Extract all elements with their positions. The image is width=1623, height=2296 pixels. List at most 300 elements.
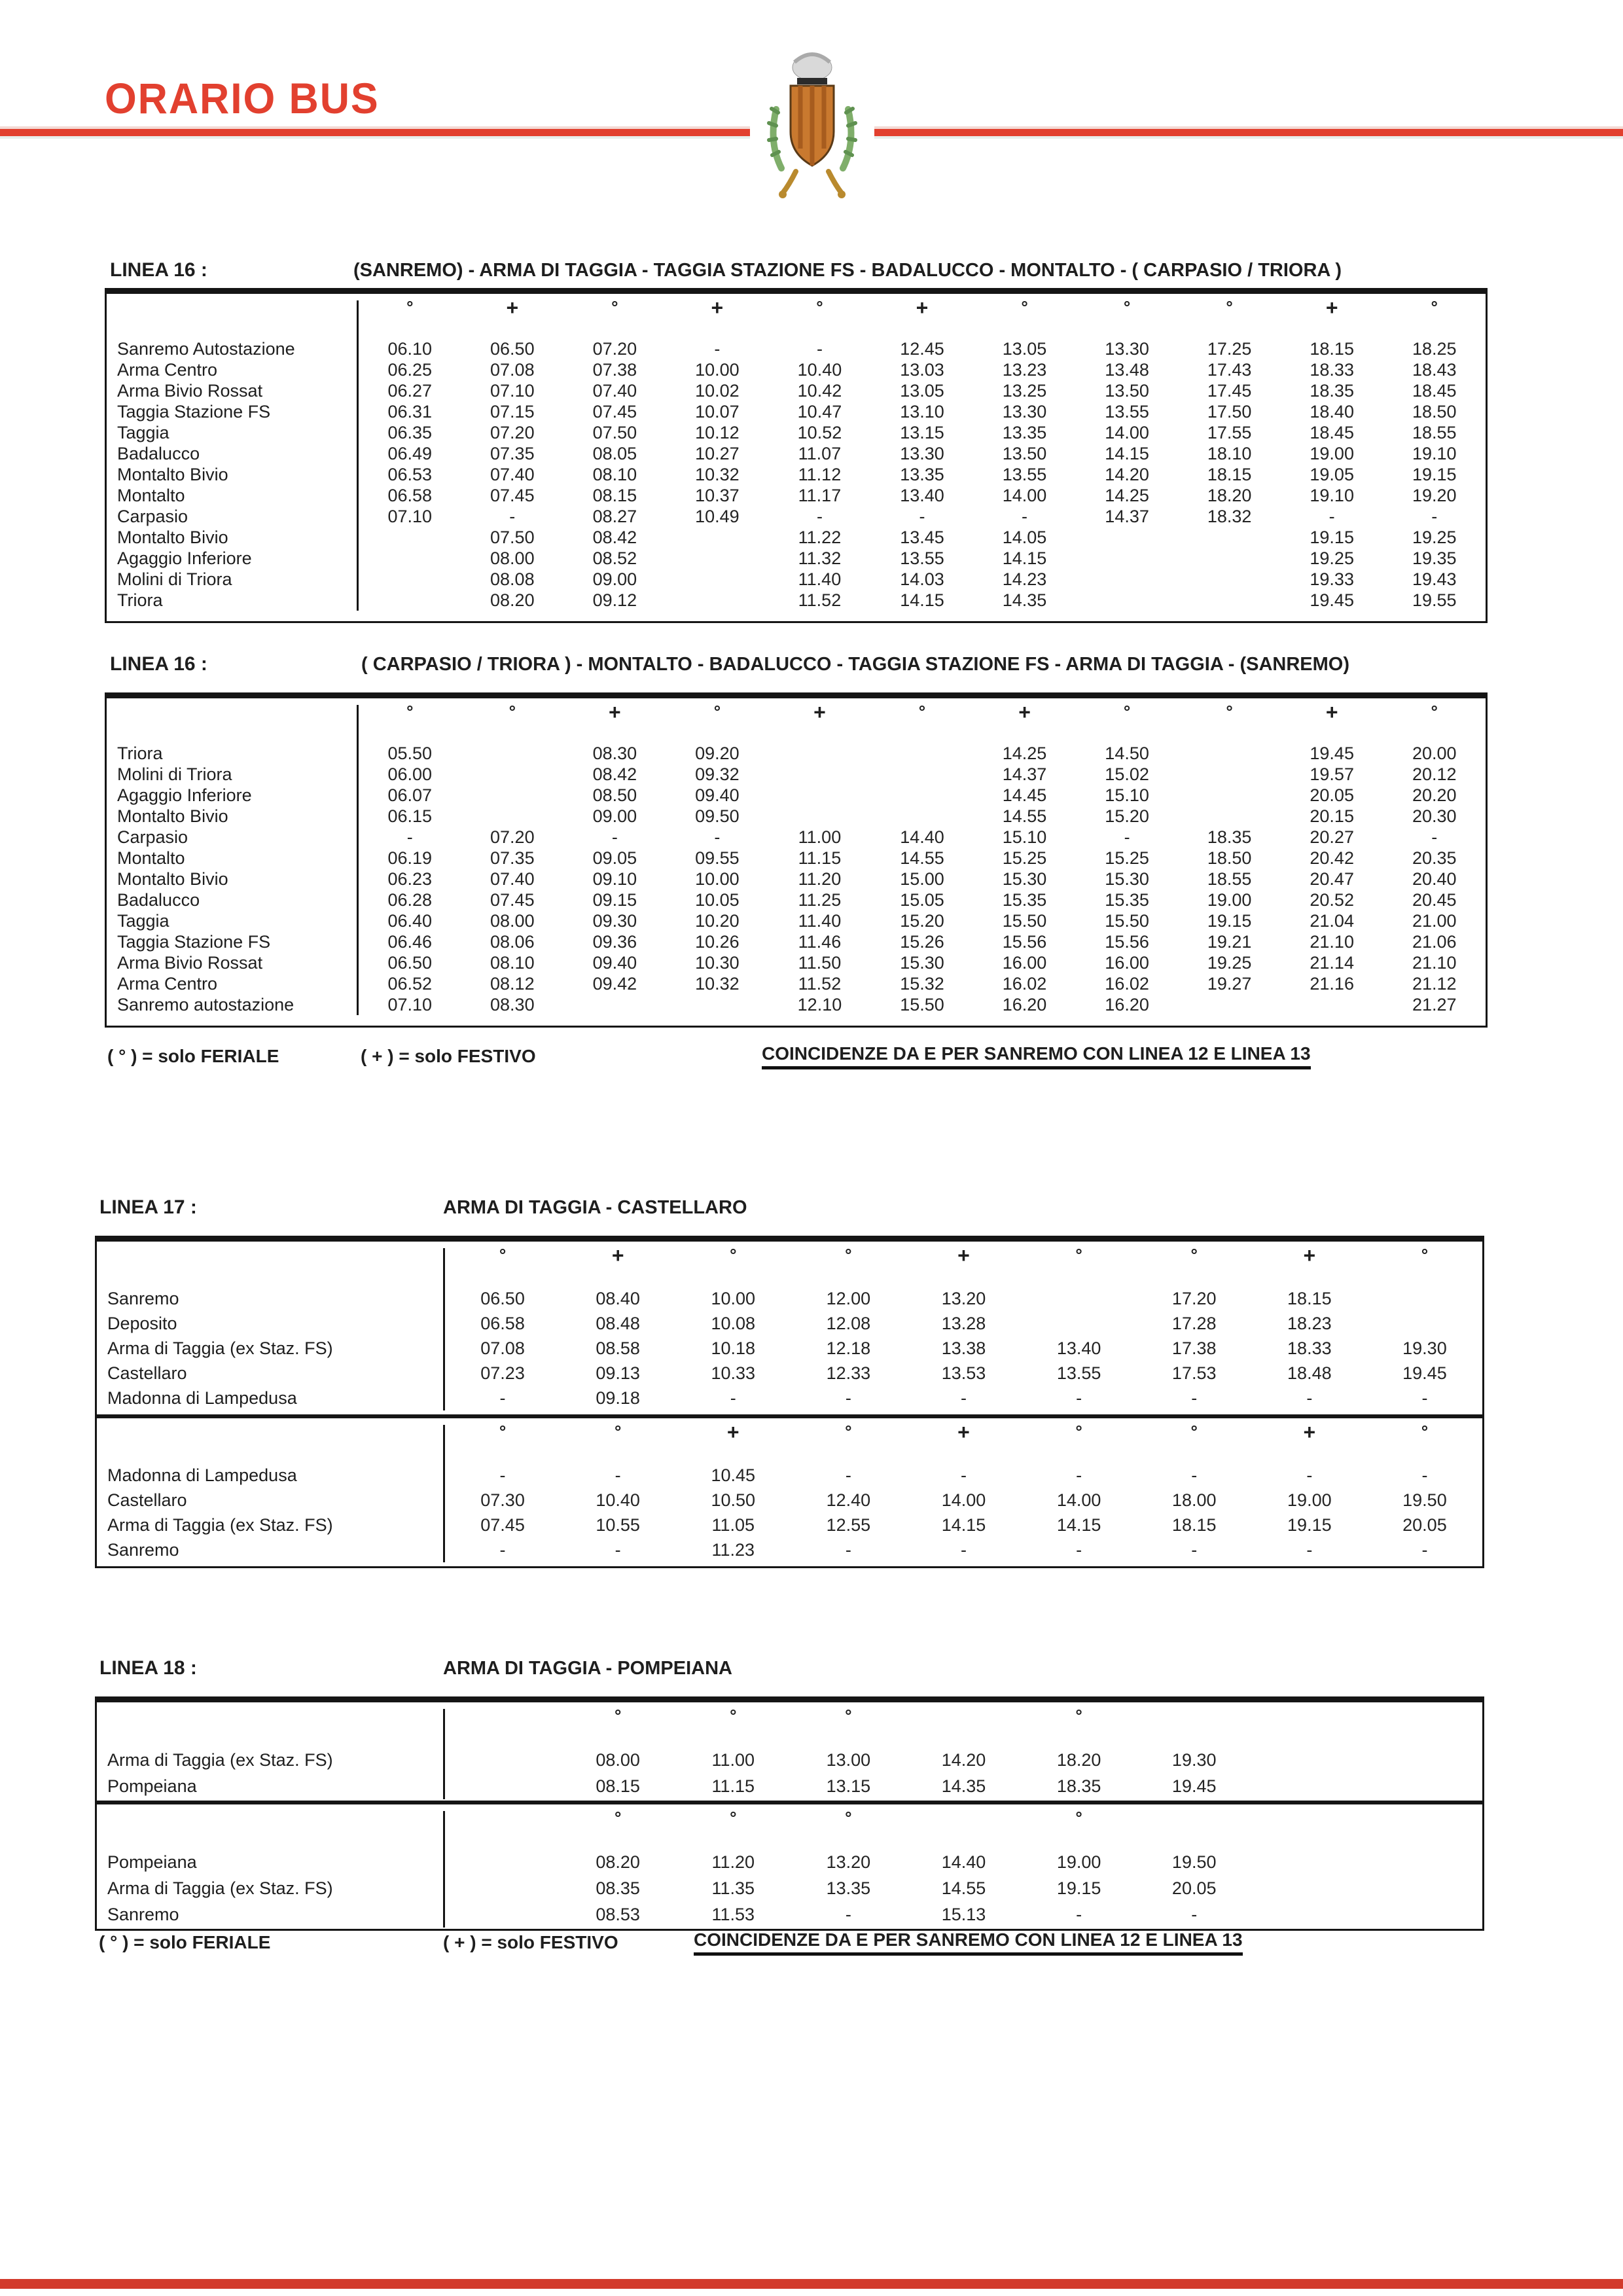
service-symbol: + <box>957 1244 970 1267</box>
time-cell: 21.10 <box>1310 931 1354 952</box>
time-cell: 08.20 <box>490 590 535 610</box>
time-cell: 11.05 <box>711 1515 755 1535</box>
time-cell: 07.30 <box>480 1490 525 1510</box>
time-cell: 08.58 <box>596 1338 640 1358</box>
time-cell: 15.30 <box>900 952 944 973</box>
timetable-row <box>107 743 1486 764</box>
time-cell: 08.30 <box>592 743 637 763</box>
service-symbol: ° <box>730 1808 737 1827</box>
symbol-header-row <box>107 294 1486 338</box>
time-cell: 13.23 <box>1002 359 1047 380</box>
linea18-timetable <box>95 1696 1484 1931</box>
stop-name: Pompeiana <box>97 1773 445 1799</box>
stop-name-header <box>97 1811 445 1849</box>
time-cell: 16.20 <box>1002 994 1047 1014</box>
time-cell: 07.35 <box>490 443 535 463</box>
time-cell: 06.58 <box>387 485 433 505</box>
time-cell: 18.33 <box>1287 1338 1332 1358</box>
service-symbol: + <box>1303 1420 1316 1444</box>
timetable-row <box>107 527 1486 548</box>
time-cell: 19.00 <box>1207 889 1252 910</box>
service-symbol: ° <box>614 1706 622 1725</box>
time-cell: 15.50 <box>900 994 944 1014</box>
town-crest-icon <box>750 47 874 204</box>
time-cell: 13.50 <box>1105 380 1149 401</box>
time-cell: 19.00 <box>1056 1852 1101 1872</box>
legend-festivo: ( + ) = solo FESTIVO <box>443 1932 618 1952</box>
time-cell: 11.20 <box>711 1852 755 1872</box>
time-cell: 19.55 <box>1412 590 1457 610</box>
time-cell: 16.02 <box>1105 973 1149 994</box>
linea17-label: LINEA 17 : <box>99 1196 197 1218</box>
legend-coincidenze: COINCIDENZE DA E PER SANREMO CON LINEA 12 E LINEA 13 <box>694 1929 1243 1956</box>
time-cell: 09.30 <box>592 910 637 931</box>
time-cell: 07.40 <box>490 464 535 484</box>
timetable-row <box>97 1311 1482 1336</box>
service-symbol: ° <box>1421 1422 1429 1441</box>
stop-name: Arma di Taggia (ex Staz. FS) <box>97 1747 445 1773</box>
time-cell: 14.37 <box>1105 506 1149 526</box>
time-cell: 08.48 <box>596 1313 640 1333</box>
time-cell: 19.33 <box>1310 569 1354 589</box>
timetable-row <box>107 338 1486 359</box>
time-cell: 14.23 <box>1002 569 1047 589</box>
time-cell: 15.32 <box>900 973 944 994</box>
time-cell: 21.04 <box>1310 910 1354 931</box>
time-cell: 19.30 <box>1171 1749 1217 1770</box>
time-cell: 07.45 <box>490 485 535 505</box>
linea16-out-timetable <box>105 288 1488 623</box>
service-symbol: ° <box>1075 1245 1082 1265</box>
time-cell: 07.38 <box>592 359 637 380</box>
time-cell: 10.08 <box>711 1313 756 1333</box>
time-cell: 18.23 <box>1287 1313 1332 1333</box>
service-symbol: ° <box>1226 702 1233 721</box>
time-cell: - <box>845 1465 851 1485</box>
time-cell: 17.53 <box>1171 1363 1217 1383</box>
service-symbol: ° <box>611 297 618 317</box>
time-cell: 08.27 <box>592 506 637 526</box>
service-symbol: ° <box>499 1422 507 1441</box>
stop-name: Sanremo <box>97 1901 445 1928</box>
time-cell: 17.55 <box>1207 422 1252 442</box>
stop-name: Castellaro <box>97 1488 445 1513</box>
time-cell: 18.20 <box>1056 1749 1101 1770</box>
stop-name-header <box>107 705 359 743</box>
time-cell: 15.35 <box>1105 889 1149 910</box>
service-symbol: ° <box>845 1808 852 1827</box>
time-cell: 17.43 <box>1207 359 1252 380</box>
service-symbol: ° <box>1075 1706 1082 1725</box>
service-symbol: ° <box>1190 1245 1198 1265</box>
time-cell: 13.35 <box>900 464 944 484</box>
time-cell: 20.40 <box>1412 869 1457 889</box>
service-symbol: ° <box>614 1422 622 1441</box>
time-cell: 21.14 <box>1310 952 1354 973</box>
time-cell: 12.10 <box>797 994 842 1014</box>
time-cell: 14.00 <box>1002 485 1047 505</box>
time-cell: 20.27 <box>1310 827 1354 847</box>
time-cell: 08.00 <box>596 1749 640 1770</box>
timetable-section <box>97 1242 1482 1414</box>
time-cell: 08.50 <box>592 785 637 805</box>
time-cell: 09.50 <box>695 806 740 826</box>
timetable-row <box>107 910 1486 931</box>
time-cell: 08.06 <box>490 931 535 952</box>
stop-name-header <box>97 1425 445 1463</box>
service-symbol: ° <box>730 1706 737 1725</box>
time-cell: 13.05 <box>900 380 944 401</box>
time-cell: 07.20 <box>490 422 535 442</box>
time-cell: 15.56 <box>1002 931 1047 952</box>
time-cell: 10.50 <box>711 1490 756 1510</box>
linea16-out-title: (SANREMO) - ARMA DI TAGGIA - TAGGIA STAZIONE FS - BADALUCCO - MONTALTO - ( CARPASIO / TRIORA ) <box>353 260 1342 281</box>
time-cell: 09.36 <box>592 931 637 952</box>
legend-feriale: ( ° ) = solo FERIALE <box>107 1046 279 1066</box>
timetable-row <box>97 1286 1482 1311</box>
time-cell: 20.05 <box>1171 1878 1217 1898</box>
time-cell: 15.10 <box>1002 827 1047 847</box>
page-title: ORARIO BUS <box>105 74 380 122</box>
service-symbol: ° <box>1190 1422 1198 1441</box>
stop-name: Taggia <box>107 910 359 931</box>
linea16-ret-title: ( CARPASIO / TRIORA ) - MONTALTO - BADALUCCO - TAGGIA STAZIONE FS - ARMA DI TAGGIA - (SANREMO) <box>361 654 1350 675</box>
stop-name: Sanremo <box>97 1537 445 1562</box>
time-cell: 19.20 <box>1412 485 1457 505</box>
service-symbol: + <box>609 700 621 724</box>
time-cell: - <box>919 506 925 526</box>
stop-name: Agaggio Inferiore <box>107 785 359 806</box>
time-cell: 07.15 <box>490 401 535 422</box>
time-cell: 14.35 <box>941 1776 986 1796</box>
service-symbol: + <box>1018 700 1031 724</box>
time-cell: - <box>1306 1465 1313 1485</box>
linea16-ret-label: LINEA 16 : <box>110 653 207 675</box>
time-cell: 21.27 <box>1412 994 1457 1014</box>
timetable-row <box>97 1901 1482 1928</box>
service-symbol: ° <box>1226 297 1233 317</box>
legend-feriale: ( ° ) = solo FERIALE <box>99 1932 271 1952</box>
time-cell: 11.00 <box>798 827 842 847</box>
timetable-row <box>97 1773 1482 1799</box>
linea16-ret-timetable <box>105 692 1488 1028</box>
stop-name: Arma di Taggia (ex Staz. FS) <box>97 1513 445 1537</box>
time-cell: 18.50 <box>1412 401 1457 422</box>
time-cell: 08.35 <box>596 1878 640 1898</box>
time-cell: 15.35 <box>1002 889 1047 910</box>
service-symbol: ° <box>406 702 414 721</box>
time-cell: 13.53 <box>941 1363 986 1383</box>
time-cell: - <box>1191 1388 1198 1408</box>
time-cell: 13.40 <box>900 485 944 505</box>
stop-name: Badalucco <box>107 443 359 464</box>
time-cell: 10.18 <box>711 1338 756 1358</box>
symbol-header-row <box>107 698 1486 743</box>
linea18-title: ARMA DI TAGGIA - POMPEIANA <box>443 1658 732 1679</box>
time-cell: 13.55 <box>1002 464 1047 484</box>
timetable-row <box>107 952 1486 973</box>
time-cell: - <box>1421 1388 1428 1408</box>
time-cell: 18.25 <box>1412 338 1457 359</box>
timetable-row <box>97 1875 1482 1901</box>
stop-name: Sanremo Autostazione <box>107 338 359 359</box>
timetable-row <box>107 359 1486 380</box>
stop-name: Triora <box>107 743 359 764</box>
time-cell: 11.12 <box>798 464 842 484</box>
time-cell: 07.50 <box>592 422 637 442</box>
stop-name: Arma Centro <box>107 359 359 380</box>
time-cell: 05.50 <box>387 743 433 763</box>
time-cell: 18.33 <box>1310 359 1354 380</box>
time-cell: 15.50 <box>1105 910 1149 931</box>
time-cell: 13.35 <box>826 1878 871 1898</box>
timetable-row <box>107 443 1486 464</box>
time-cell: 20.45 <box>1412 889 1457 910</box>
time-cell: 18.00 <box>1171 1490 1217 1510</box>
timetable-row <box>107 973 1486 994</box>
time-cell: 10.05 <box>695 889 740 910</box>
time-cell: 09.00 <box>592 569 637 589</box>
time-cell: 19.27 <box>1207 973 1252 994</box>
time-cell: 06.50 <box>490 338 535 359</box>
time-cell: 09.12 <box>592 590 637 610</box>
time-cell: 11.52 <box>798 590 842 610</box>
time-cell: 06.49 <box>387 443 433 463</box>
stop-name: Taggia Stazione FS <box>107 931 359 952</box>
time-cell: 19.00 <box>1310 443 1354 463</box>
service-symbol: ° <box>1021 297 1028 317</box>
time-cell: 11.00 <box>711 1749 755 1770</box>
time-cell: 07.35 <box>490 848 535 868</box>
time-cell: 08.10 <box>592 464 637 484</box>
timetable-row <box>107 590 1486 611</box>
time-cell: 14.15 <box>1002 548 1047 568</box>
timetable-row <box>107 548 1486 569</box>
stop-name: Deposito <box>97 1311 445 1336</box>
symbol-header-row <box>97 1242 1482 1286</box>
footer-divider <box>0 2279 1623 2289</box>
stop-name-header <box>97 1709 445 1747</box>
time-cell: - <box>1329 506 1335 526</box>
time-cell: 09.40 <box>695 785 740 805</box>
time-cell: 15.56 <box>1105 931 1149 952</box>
service-symbol: ° <box>614 1808 622 1827</box>
timetable-row <box>107 464 1486 485</box>
time-cell: 14.00 <box>1056 1490 1101 1510</box>
time-cell: 08.52 <box>592 548 637 568</box>
time-cell: 18.10 <box>1207 443 1252 463</box>
time-cell: - <box>1431 506 1438 526</box>
time-cell: 15.13 <box>941 1904 986 1924</box>
service-symbol: + <box>611 1244 624 1267</box>
time-cell: 15.25 <box>1105 848 1149 868</box>
stop-name: Arma di Taggia (ex Staz. FS) <box>97 1336 445 1361</box>
time-cell: - <box>1076 1388 1082 1408</box>
time-cell: 11.40 <box>798 910 842 931</box>
timetable-row <box>107 485 1486 506</box>
stop-name: Madonna di Lampedusa <box>97 1463 445 1488</box>
time-cell: 06.50 <box>387 952 433 973</box>
time-cell: 19.57 <box>1310 764 1354 784</box>
service-symbol: + <box>506 296 519 319</box>
time-cell: 08.00 <box>490 548 535 568</box>
timetable-section <box>107 294 1486 621</box>
time-cell: 06.27 <box>387 380 433 401</box>
time-cell: 18.43 <box>1412 359 1457 380</box>
timetable-row <box>107 785 1486 806</box>
time-cell: 07.45 <box>592 401 637 422</box>
time-cell: 14.35 <box>1002 590 1047 610</box>
time-cell: 12.40 <box>826 1490 871 1510</box>
time-cell: 11.20 <box>798 869 842 889</box>
time-cell: 14.25 <box>1105 485 1149 505</box>
time-cell: 07.45 <box>490 889 535 910</box>
time-cell: 08.05 <box>592 443 637 463</box>
timetable-row <box>107 848 1486 869</box>
time-cell: 11.07 <box>798 443 842 463</box>
time-cell: 07.45 <box>480 1515 525 1535</box>
time-cell: 15.20 <box>900 910 944 931</box>
time-cell: 14.55 <box>1002 806 1047 826</box>
time-cell: 18.55 <box>1412 422 1457 442</box>
time-cell: 13.35 <box>1002 422 1047 442</box>
time-cell: 06.25 <box>387 359 433 380</box>
time-cell: 10.47 <box>797 401 842 422</box>
linea16-out-label: LINEA 16 : <box>110 259 207 281</box>
time-cell: 08.12 <box>490 973 535 994</box>
time-cell: 19.50 <box>1171 1852 1217 1872</box>
time-cell: 06.35 <box>387 422 433 442</box>
time-cell: 13.48 <box>1105 359 1149 380</box>
time-cell: - <box>714 827 721 847</box>
time-cell: 16.00 <box>1002 952 1047 973</box>
time-cell: 08.30 <box>490 994 535 1014</box>
time-cell: 10.40 <box>596 1490 640 1510</box>
time-cell: 09.20 <box>695 743 740 763</box>
stop-name: Taggia <box>107 422 359 443</box>
stop-name: Sanremo <box>97 1286 445 1311</box>
time-cell: 14.55 <box>941 1878 986 1898</box>
time-cell: 21.06 <box>1412 931 1457 952</box>
timetable-section <box>107 698 1486 1026</box>
time-cell: - <box>714 338 721 359</box>
time-cell: 13.15 <box>900 422 944 442</box>
time-cell: 13.10 <box>900 401 944 422</box>
time-cell: 10.30 <box>695 952 740 973</box>
time-cell: - <box>611 827 618 847</box>
time-cell: - <box>730 1388 736 1408</box>
time-cell: 10.00 <box>695 359 740 380</box>
time-cell: - <box>816 506 823 526</box>
service-symbol: ° <box>406 297 414 317</box>
time-cell: - <box>509 506 516 526</box>
time-cell: 15.20 <box>1105 806 1149 826</box>
time-cell: 20.12 <box>1412 764 1457 784</box>
time-cell: 13.30 <box>1105 338 1149 359</box>
time-cell: 19.10 <box>1310 485 1354 505</box>
stop-name: Madonna di Lampedusa <box>97 1386 445 1410</box>
service-symbol: ° <box>508 702 516 721</box>
time-cell: - <box>845 1904 851 1924</box>
time-cell: - <box>1431 827 1438 847</box>
time-cell: 11.17 <box>798 485 842 505</box>
timetable-row <box>107 931 1486 952</box>
time-cell: 19.45 <box>1402 1363 1447 1383</box>
time-cell: 06.50 <box>480 1288 525 1308</box>
time-cell: 06.31 <box>387 401 433 422</box>
time-cell: 19.15 <box>1056 1878 1101 1898</box>
time-cell: 08.53 <box>596 1904 640 1924</box>
time-cell: 07.10 <box>490 380 535 401</box>
timetable-row <box>97 1849 1482 1875</box>
time-cell: 14.15 <box>941 1515 986 1535</box>
symbol-header-row <box>97 1418 1482 1463</box>
timetable-row <box>107 764 1486 785</box>
time-cell: 21.16 <box>1310 973 1354 994</box>
timetable-row <box>107 994 1486 1015</box>
service-symbol: ° <box>845 1706 852 1725</box>
time-cell: 11.46 <box>798 931 842 952</box>
time-cell: 06.19 <box>387 848 433 868</box>
stop-name: Montalto Bivio <box>107 464 359 485</box>
time-cell: - <box>816 338 823 359</box>
time-cell: 15.10 <box>1105 785 1149 805</box>
time-cell: - <box>499 1465 506 1485</box>
legend-festivo: ( + ) = solo FESTIVO <box>361 1046 536 1066</box>
time-cell: 18.50 <box>1207 848 1252 868</box>
time-cell: 18.40 <box>1310 401 1354 422</box>
time-cell: 08.10 <box>490 952 535 973</box>
time-cell: 08.40 <box>596 1288 640 1308</box>
time-cell: 17.50 <box>1207 401 1252 422</box>
time-cell: - <box>1191 1904 1198 1924</box>
time-cell: 09.00 <box>592 806 637 826</box>
time-cell: 07.10 <box>387 994 433 1014</box>
time-cell: 06.52 <box>387 973 433 994</box>
time-cell: 17.25 <box>1207 338 1252 359</box>
time-cell: 06.40 <box>387 910 433 931</box>
time-cell: 08.42 <box>592 764 637 784</box>
time-cell: 10.40 <box>797 359 842 380</box>
time-cell: 10.12 <box>695 422 740 442</box>
time-cell: - <box>615 1465 621 1485</box>
time-cell: 14.15 <box>900 590 944 610</box>
time-cell: - <box>1421 1539 1428 1560</box>
time-cell: 19.45 <box>1310 743 1354 763</box>
time-cell: 11.15 <box>798 848 842 868</box>
stop-name: Triora <box>107 590 359 611</box>
time-cell: 19.00 <box>1287 1490 1332 1510</box>
time-cell: 18.35 <box>1056 1776 1101 1796</box>
time-cell: 11.50 <box>798 952 842 973</box>
time-cell: 19.15 <box>1207 910 1252 931</box>
time-cell: 17.20 <box>1171 1288 1217 1308</box>
time-cell: 15.00 <box>900 869 944 889</box>
time-cell: 11.25 <box>798 889 842 910</box>
time-cell: 07.40 <box>592 380 637 401</box>
time-cell: 11.23 <box>711 1539 755 1560</box>
time-cell: 13.55 <box>1056 1363 1101 1383</box>
time-cell: 16.20 <box>1105 994 1149 1014</box>
service-symbol: ° <box>845 1245 852 1265</box>
stop-name: Badalucco <box>107 889 359 910</box>
service-symbol: ° <box>1075 1422 1082 1441</box>
time-cell: 20.05 <box>1402 1515 1447 1535</box>
time-cell: - <box>406 827 413 847</box>
service-symbol: ° <box>1075 1808 1082 1827</box>
time-cell: 07.20 <box>490 827 535 847</box>
time-cell: 09.55 <box>695 848 740 868</box>
